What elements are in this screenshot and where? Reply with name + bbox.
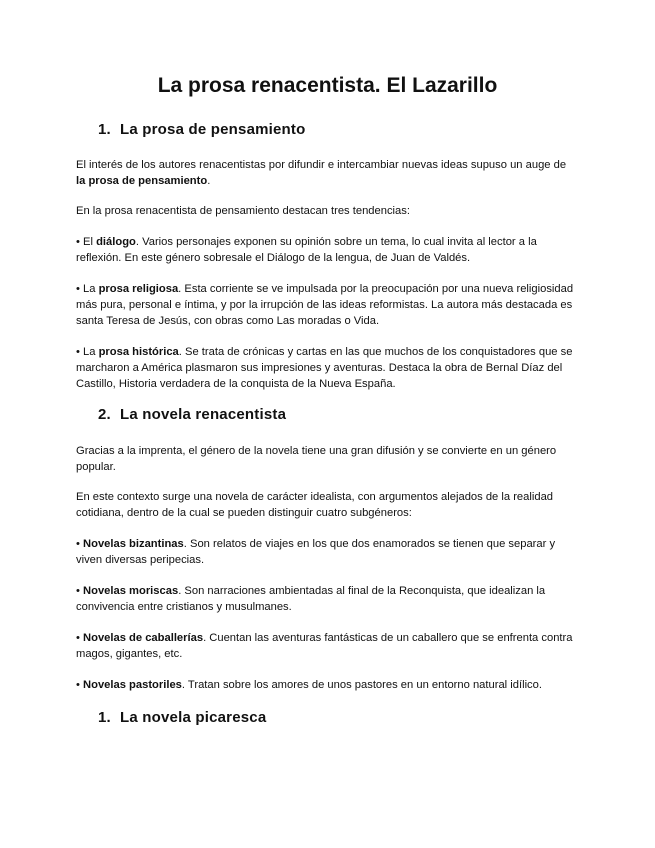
section-heading-text: La novela picaresca bbox=[120, 709, 267, 726]
bullet-text: . Se trata de crónicas y cartas en las que muchos de los conquistadores que se marcharon a América plasmaron sus impresiones y aventuras. Destaca la obra de Bernal Díaz del Castillo, Historia verdadera de la conquista de la Nueva España. bbox=[76, 346, 573, 390]
section-heading-prosa-pensamiento bbox=[98, 121, 305, 138]
bold-term: Novelas pastoriles bbox=[83, 679, 182, 691]
section-heading-novela-picaresca bbox=[98, 709, 266, 726]
bullet-text: . Varios personajes exponen su opinión sobre un tema, lo cual invita al lector a la reflexión. En este género sobresale el Diálogo de la lengua, de Juan de Valdés. bbox=[76, 236, 537, 264]
bullet-marker: • bbox=[76, 632, 84, 644]
bold-term: diálogo bbox=[96, 236, 136, 248]
bullet-novelas-caballerias bbox=[76, 630, 576, 662]
paragraph-imprenta: Gracias a la imprenta, el género de la novela tiene una gran difusión y se convierte en un género popular. bbox=[76, 445, 557, 473]
paragraph-text: El interés de los autores renacentistas por difundir e intercambiar nuevas ideas supuso un auge de bbox=[76, 159, 567, 171]
section-number: 2. bbox=[98, 406, 111, 423]
paragraph-contexto: En este contexto surge una novela de carácter idealista, con argumentos alejados de la realidad cotidiana, dentro de la cual se pueden distinguir cuatro subgéneros: bbox=[76, 491, 554, 519]
bullet-novelas-pastoriles bbox=[76, 677, 576, 693]
bullet-novelas-bizantinas bbox=[76, 536, 576, 568]
bold-term: Novelas de caballerías bbox=[83, 632, 204, 644]
section-heading-text: La prosa de pensamiento bbox=[120, 121, 306, 138]
paragraph-intro bbox=[76, 157, 576, 189]
section-heading-text: La novela renacentista bbox=[120, 406, 287, 423]
bullet-prosa-religiosa bbox=[76, 281, 576, 329]
bullet-prosa-historica bbox=[76, 344, 576, 392]
bullet-marker: • La bbox=[76, 346, 99, 358]
bullet-marker: • bbox=[76, 538, 84, 550]
bullet-text: . Tratan sobre los amores de unos pastores en un entorno natural idílico. bbox=[181, 679, 542, 691]
bold-term: Novelas bizantinas bbox=[83, 538, 184, 550]
bullet-marker: • La bbox=[76, 283, 99, 295]
bullet-dialogo bbox=[76, 234, 576, 266]
paragraph-text: . bbox=[207, 175, 211, 187]
paragraph-tendencias: En la prosa renacentista de pensamiento destacan tres tendencias: bbox=[76, 205, 410, 217]
bullet-text: . Son narraciones ambientadas al final de la Reconquista, que idealizan la convivencia entre cristianos y musulmanes. bbox=[76, 585, 546, 613]
bullet-novelas-moriscas bbox=[76, 583, 576, 615]
bullet-text: . Esta corriente se ve impulsada por la preocupación por una nueva religiosidad más pura, personal e íntima, y por la irrupción de las ideas reformistas. La autora más destacada es santa Teresa de Jesús, con obras como Las moradas o Vida. bbox=[76, 283, 574, 327]
bullet-marker: • El bbox=[76, 236, 97, 248]
bullet-text: . Cuentan las aventuras fantásticas de un caballero que se enfrenta contra magos, gigantes, etc. bbox=[76, 632, 573, 660]
bullet-marker: • bbox=[76, 679, 84, 691]
section-heading-novela-renacentista bbox=[98, 406, 286, 423]
bold-term: Novelas moriscas bbox=[83, 585, 179, 597]
document-title: La prosa renacentista. El Lazarillo bbox=[157, 74, 498, 97]
bullet-text: . Son relatos de viajes en los que dos enamorados se tienen que separar y viven diversas peripecias. bbox=[76, 538, 556, 566]
section-number: 1. bbox=[98, 121, 111, 138]
bold-term: prosa religiosa bbox=[98, 283, 179, 295]
bullet-marker: • bbox=[76, 585, 84, 597]
bold-term: prosa histórica bbox=[98, 346, 179, 358]
section-number: 1. bbox=[98, 709, 111, 726]
bold-term: la prosa de pensamiento bbox=[76, 175, 208, 187]
